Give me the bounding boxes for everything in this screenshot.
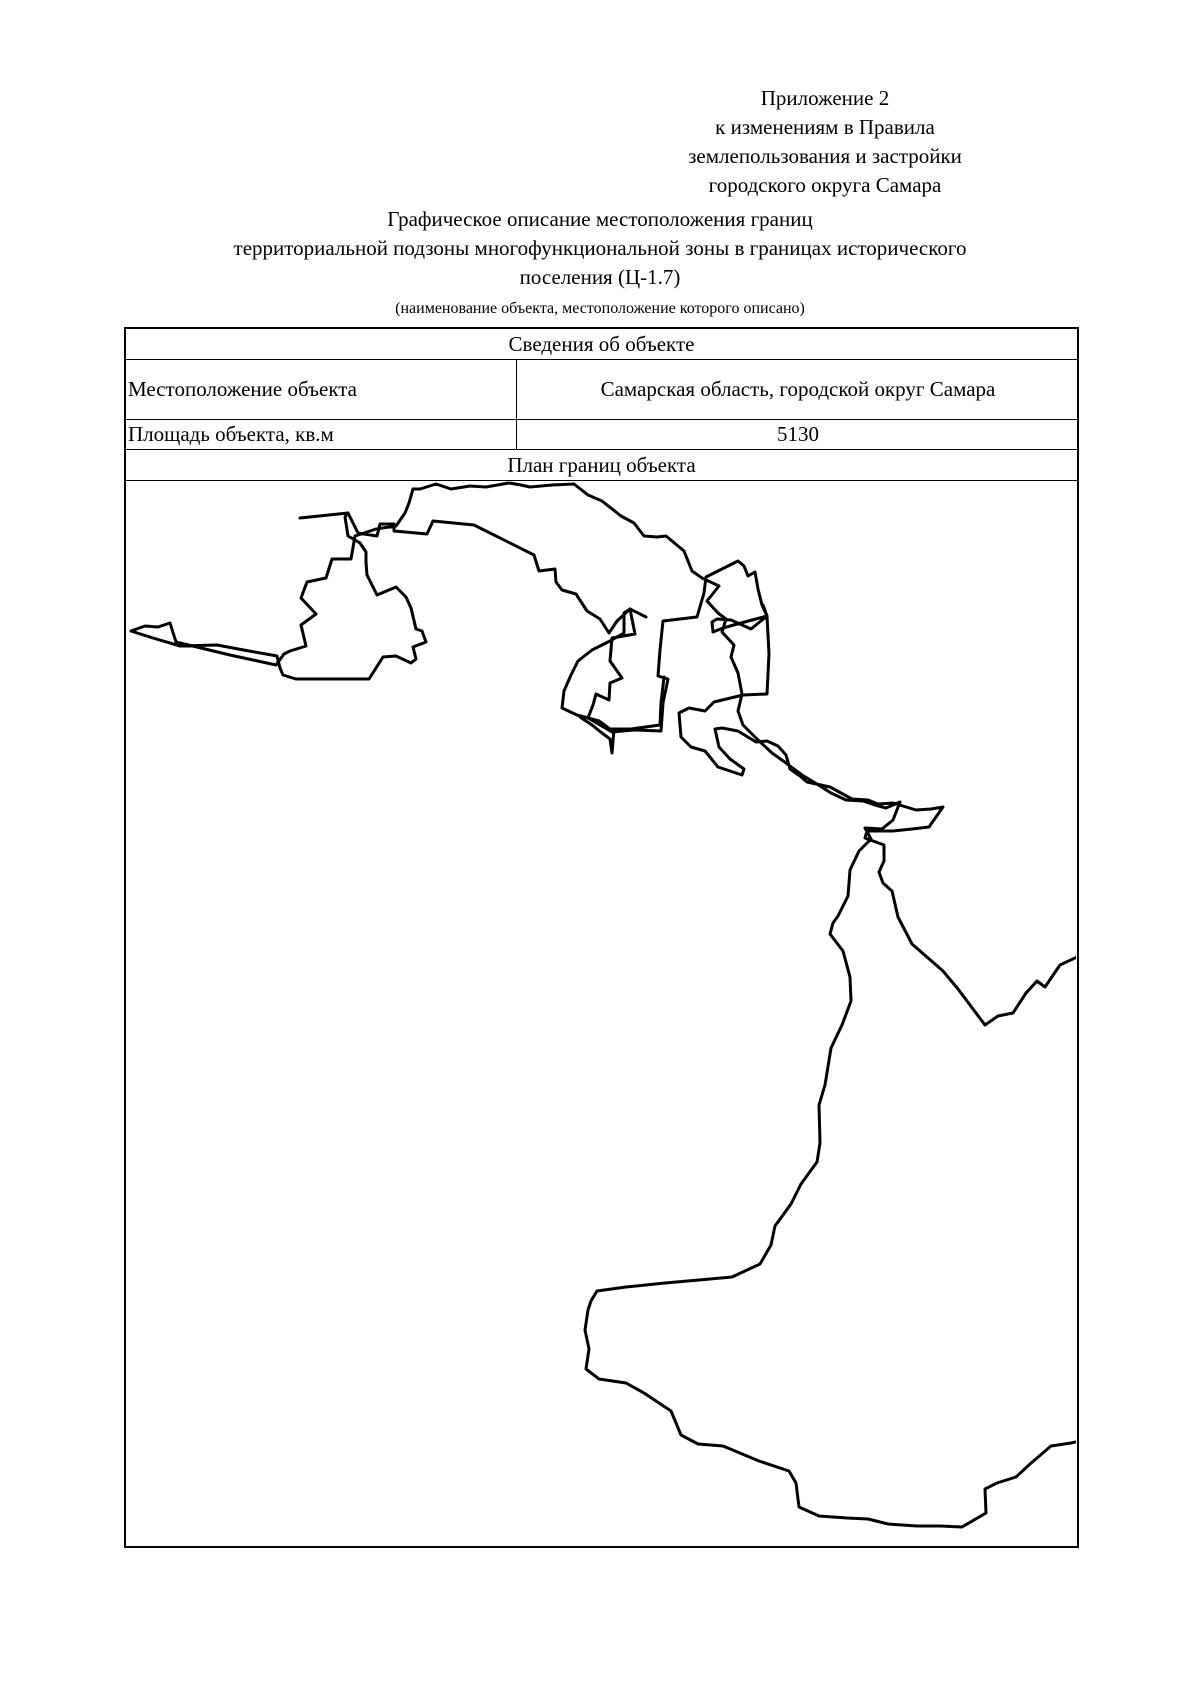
appendix-line-3: землепользования и застройки	[688, 144, 962, 168]
location-value: Самарская область, городской округ Самара	[600, 377, 996, 401]
area-label: Площадь объекта, кв.м	[128, 422, 334, 446]
title-line-1: Графическое описание местоположения границ	[387, 207, 813, 231]
boundary-plan-map	[126, 481, 1076, 1546]
table-header: Сведения об объекте	[508, 332, 695, 356]
table-rule	[124, 359, 1079, 360]
area-value: 5130	[777, 422, 819, 446]
title-line-2: территориальной подзоны многофункциональной зоны в границах исторического	[233, 236, 967, 260]
plan-header: План границ объекта	[507, 453, 696, 477]
title-line-3: поселения (Ц-1.7)	[519, 265, 681, 289]
document-title	[120, 205, 1080, 292]
table-column-divider	[516, 359, 517, 450]
boundary-outline	[131, 483, 1076, 1527]
appendix-line-1: Приложение 2	[760, 86, 890, 110]
appendix-block	[600, 84, 1050, 200]
table-rule	[124, 449, 1079, 450]
location-label: Местоположение объекта	[128, 377, 358, 401]
title-caption: (наименование объекта, местоположение которого описано)	[395, 300, 805, 317]
appendix-line-4: городского округа Самара	[708, 173, 942, 197]
appendix-line-2: к изменениям в Правила	[715, 115, 935, 139]
